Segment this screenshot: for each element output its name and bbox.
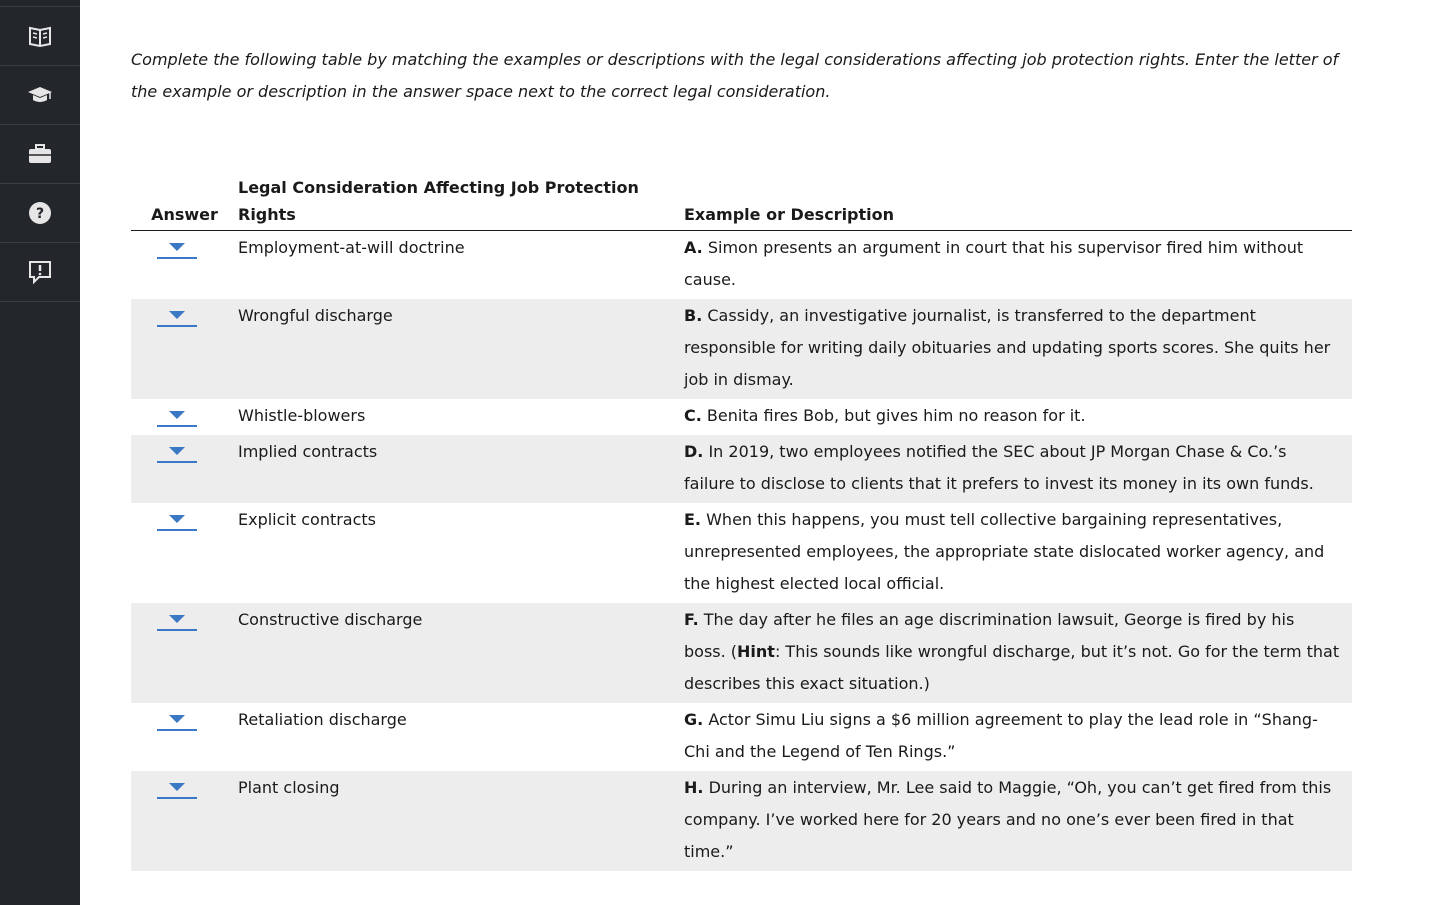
term-cell: Retaliation discharge: [238, 710, 407, 729]
help-icon: [27, 200, 53, 226]
description-text: When this happens, you must tell collective bargaining representatives, unrepresented employees, the appropriate state dislocated worker agency, and the highest elected local official.: [684, 510, 1325, 593]
table-row: [131, 503, 1352, 603]
description-text: Cassidy, an investigative journalist, is transferred to the department responsible for writing daily obituaries and updating sports scores. She quits her job in dismay.: [684, 306, 1331, 389]
description-letter: F.: [684, 610, 699, 629]
answer-dropdown[interactable]: [157, 443, 197, 463]
answer-column-header: Answer: [131, 174, 238, 231]
answer-dropdown[interactable]: [157, 239, 197, 259]
description-cell: [684, 231, 1352, 300]
sidebar: [0, 0, 80, 905]
description-text: Simon presents an argument in court that his supervisor fired him without cause.: [684, 238, 1304, 289]
table-row: [131, 435, 1352, 503]
term-column-header: Legal Consideration Affecting Job Protection Rights: [238, 174, 684, 231]
description-column-header: Example or Description: [684, 174, 1352, 231]
description-cell: [684, 771, 1352, 871]
instructions: Complete the following table by matching the examples or descriptions with the legal considerations affecting job protection rights. Enter the letter of the example or description in the answer space next to the correct legal consideration.: [131, 50, 1339, 101]
table-row: [131, 771, 1352, 871]
description-cell: [684, 503, 1352, 603]
description-text: During an interview, Mr. Lee said to Maggie, “Oh, you can’t get fired from this company. I’ve worked here for 20 years and no one’s ever been fired in that time.”: [684, 778, 1332, 861]
table-row: [131, 399, 1352, 435]
table-row: [131, 299, 1352, 399]
description-cell: [684, 703, 1352, 771]
svg-text:?: ?: [35, 206, 45, 222]
description-cell: [684, 299, 1352, 399]
term-cell: Wrongful discharge: [238, 299, 684, 399]
description-cell: [684, 435, 1352, 503]
description-letter: H.: [684, 778, 704, 797]
answer-dropdown[interactable]: [157, 711, 197, 731]
description-cell: [684, 603, 1352, 703]
term-cell: Whistle-blowers: [238, 406, 366, 425]
term-cell: Constructive discharge: [238, 603, 684, 703]
description-text: Actor Simu Liu signs a $6 million agreement to play the lead role in “Shang-Chi and the Legend of Ten Rings.”: [684, 710, 1318, 761]
description-letter: B.: [684, 306, 703, 325]
sidebar-item-feedback[interactable]: [0, 243, 80, 302]
table-row: [131, 231, 1352, 300]
term-cell: Implied contracts: [238, 435, 684, 503]
book-icon: [27, 23, 53, 49]
hint-label: Hint: [737, 642, 775, 661]
description-letter: E.: [684, 510, 702, 529]
description-text: In 2019, two employees notified the SEC about JP Morgan Chase & Co.’s failure to disclose to clients that it prefers to invest its money in its own funds.: [684, 442, 1314, 493]
matching-table: [131, 174, 1352, 871]
answer-dropdown[interactable]: [157, 611, 197, 631]
sidebar-item-help[interactable]: [0, 184, 80, 243]
answer-dropdown[interactable]: [157, 511, 197, 531]
description-text: Benita fires Bob, but gives him no reason for it.: [706, 406, 1086, 425]
feedback-icon: [27, 259, 53, 285]
description-text-before: The day after he files an age discrimination lawsuit, George is fired by his boss. (: [684, 610, 1295, 661]
answer-dropdown[interactable]: [157, 779, 197, 799]
sidebar-item-career[interactable]: [0, 125, 80, 184]
description-text-after: : This sounds like wrongful discharge, but it’s not. Go for the term that describes this exact situation.): [684, 642, 1340, 693]
term-cell: Employment-at-will doctrine: [238, 238, 465, 257]
description-letter: D.: [684, 442, 704, 461]
answer-dropdown[interactable]: [157, 307, 197, 327]
table-row: [131, 703, 1352, 771]
briefcase-icon: [27, 141, 53, 167]
sidebar-item-learn[interactable]: [0, 66, 80, 125]
table-header-row: [131, 174, 1352, 231]
answer-dropdown[interactable]: [157, 407, 197, 427]
description-letter: G.: [684, 710, 704, 729]
description-letter: A.: [684, 238, 703, 257]
table-row: [131, 603, 1352, 703]
sidebar-item-ebook[interactable]: [0, 6, 80, 66]
description-cell: [684, 399, 1352, 435]
term-cell: Explicit contracts: [238, 510, 377, 529]
description-letter: C.: [684, 406, 702, 425]
graduation-cap-icon: [27, 82, 53, 108]
main-content: [131, 0, 1353, 871]
term-cell: Plant closing: [238, 771, 684, 871]
